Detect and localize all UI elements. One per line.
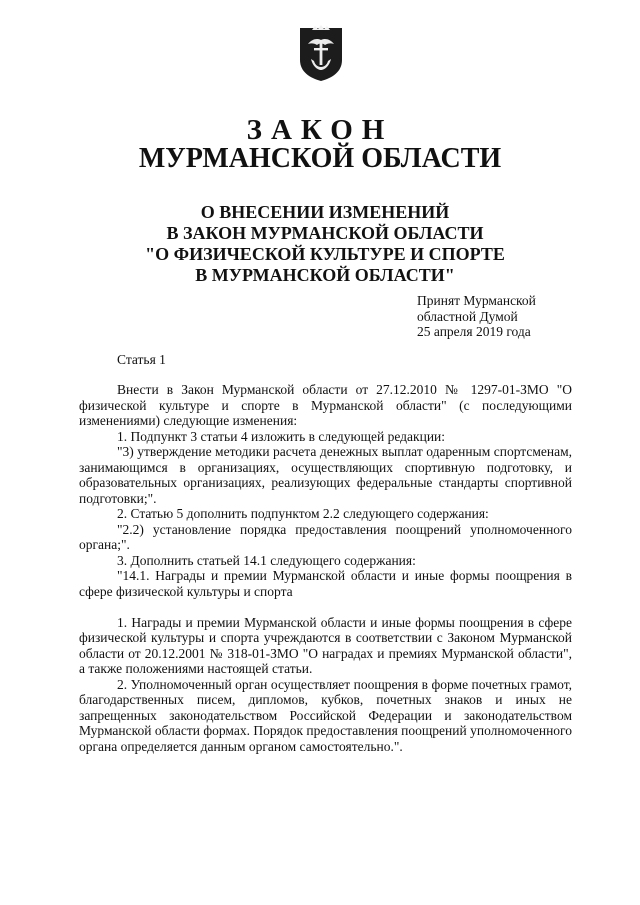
paragraph: "3) утверждение методики расчета денежных выплат одаренным спортсменам, занимающимся в организациях, осуществляющих спортивную подготовку, и образовательных организациях, реализующих федеральные стандарты спортивной подготовки;". — [79, 444, 572, 506]
title-line: О ВНЕСЕНИИ ИЗМЕНЕНИЙ — [200, 202, 450, 222]
paragraph: 2. Уполномоченный орган осуществляет поощрения в форме почетных грамот, благодарственных писем, дипломов, кубков, почетных знаков и иных не запрещенных законодательством Российской Федерации и законодательством Мурманской области формах. Порядок предоставления поощрений уполномоченного органа определяется данным органом самостоятельно.". — [79, 676, 572, 754]
document-title — [100, 202, 550, 286]
paragraph: 2. Статью 5 дополнить подпунктом 2.2 следующего содержания: — [117, 506, 489, 521]
adoption-line: областной Думой — [417, 308, 518, 324]
paragraph: 3. Дополнить статьей 14.1 следующего содержания: — [117, 552, 416, 568]
law-heading: ЗАКОН — [246, 114, 394, 146]
paragraph: 1. Награды и премии Мурманской области и иные формы поощрения в сфере физической культуры и спорта учреждаются в соответствии с Законом Мурманской области от 20.12.2001 № 318-01-ЗМО "О наградах и премиях Мурманской области", а также положениями настоящей статьи. — [79, 614, 572, 676]
paragraph: 1. Подпункт 3 статьи 4 изложить в следующей редакции: — [117, 428, 446, 444]
region-heading: МУРМАНСКОЙ ОБЛАСТИ — [138, 143, 502, 174]
title-line: В ЗАКОН МУРМАНСКОЙ ОБЛАСТИ — [166, 223, 484, 243]
article-body — [79, 382, 572, 754]
title-line: В МУРМАНСКОЙ ОБЛАСТИ" — [195, 265, 455, 285]
title-line: "О ФИЗИЧЕСКОЙ КУЛЬТУРЕ И СПОРТЕ — [145, 244, 505, 264]
paragraph: "2.2) установление порядка предоставления поощрений уполномоченного органа;". — [79, 521, 572, 552]
paragraph: Внести в Закон Мурманской области от 27.12.2010 № 1297-01-ЗМО "О физической культуре и спорте в Мурманской области" (с последующими изменениями) следующие изменения: — [79, 382, 572, 428]
coat-of-arms-emblem — [298, 24, 344, 82]
paragraph-gap — [79, 599, 572, 615]
paragraph: "14.1. Награды и премии Мурманской области и иные формы поощрения в сфере физической культуры и спорта — [79, 568, 572, 599]
adoption-date: 25 апреля 2019 года — [417, 324, 531, 340]
adoption-note — [417, 293, 536, 340]
adoption-line: Принят Мурманской — [417, 293, 536, 308]
article-heading: Статья 1 — [117, 352, 166, 367]
